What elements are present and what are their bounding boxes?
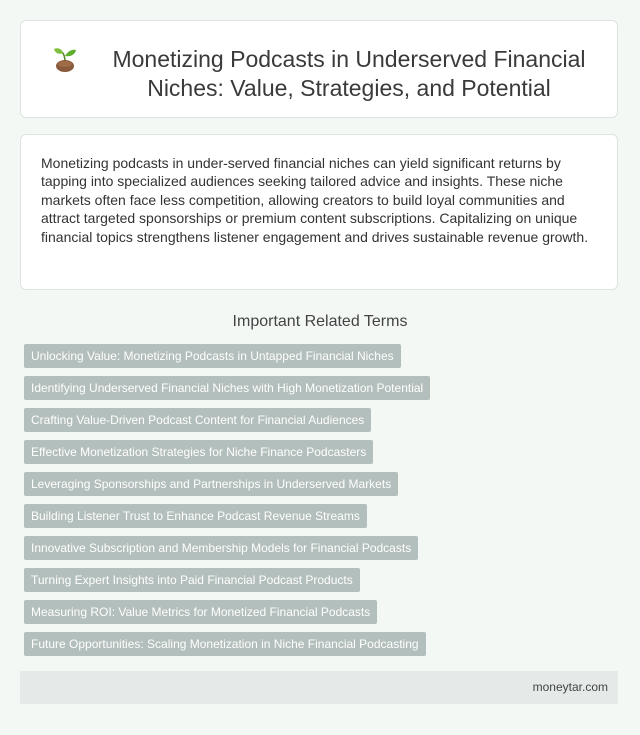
related-terms-list bbox=[24, 344, 624, 664]
page-title: Monetizing Podcasts in Underserved Financial Niches: Value, Strategies, and Potential bbox=[112, 46, 586, 101]
related-term-link[interactable]: Future Opportunities: Scaling Monetization in Niche Financial Podcasting bbox=[24, 632, 426, 656]
footer-bar bbox=[20, 671, 618, 704]
related-term-link[interactable]: Crafting Value-Driven Podcast Content for Financial Audiences bbox=[24, 408, 371, 432]
related-term-link[interactable]: Unlocking Value: Monetizing Podcasts in Untapped Financial Niches bbox=[24, 344, 401, 368]
summary-card bbox=[20, 134, 618, 290]
related-term-link[interactable]: Effective Monetization Strategies for Niche Finance Podcasters bbox=[24, 440, 373, 464]
related-term-link[interactable]: Building Listener Trust to Enhance Podcast Revenue Streams bbox=[24, 504, 367, 528]
related-term-link[interactable]: Measuring ROI: Value Metrics for Monetized Financial Podcasts bbox=[24, 600, 377, 624]
summary-text: Monetizing podcasts in under-served financial niches can yield significant returns by tapping into specialized audiences seeking tailored advice and insights. These niche markets often face less competition, allowing creators to build loyal communities and attract targeted sponsorships or premium content subscriptions. Capitalizing on unique financial topics strengthens listener engagement and drives sustainable revenue growth. bbox=[41, 155, 589, 245]
footer-site-link[interactable]: moneytar.com bbox=[532, 680, 608, 694]
related-terms-heading: Important Related Terms bbox=[232, 313, 408, 330]
seedling-icon bbox=[53, 45, 77, 75]
header-card bbox=[20, 20, 618, 118]
related-term-link[interactable]: Turning Expert Insights into Paid Financial Podcast Products bbox=[24, 568, 360, 592]
related-term-link[interactable]: Innovative Subscription and Membership Models for Financial Podcasts bbox=[24, 536, 418, 560]
related-term-link[interactable]: Identifying Underserved Financial Niches with High Monetization Potential bbox=[24, 376, 430, 400]
related-term-link[interactable]: Leveraging Sponsorships and Partnerships in Underserved Markets bbox=[24, 472, 398, 496]
